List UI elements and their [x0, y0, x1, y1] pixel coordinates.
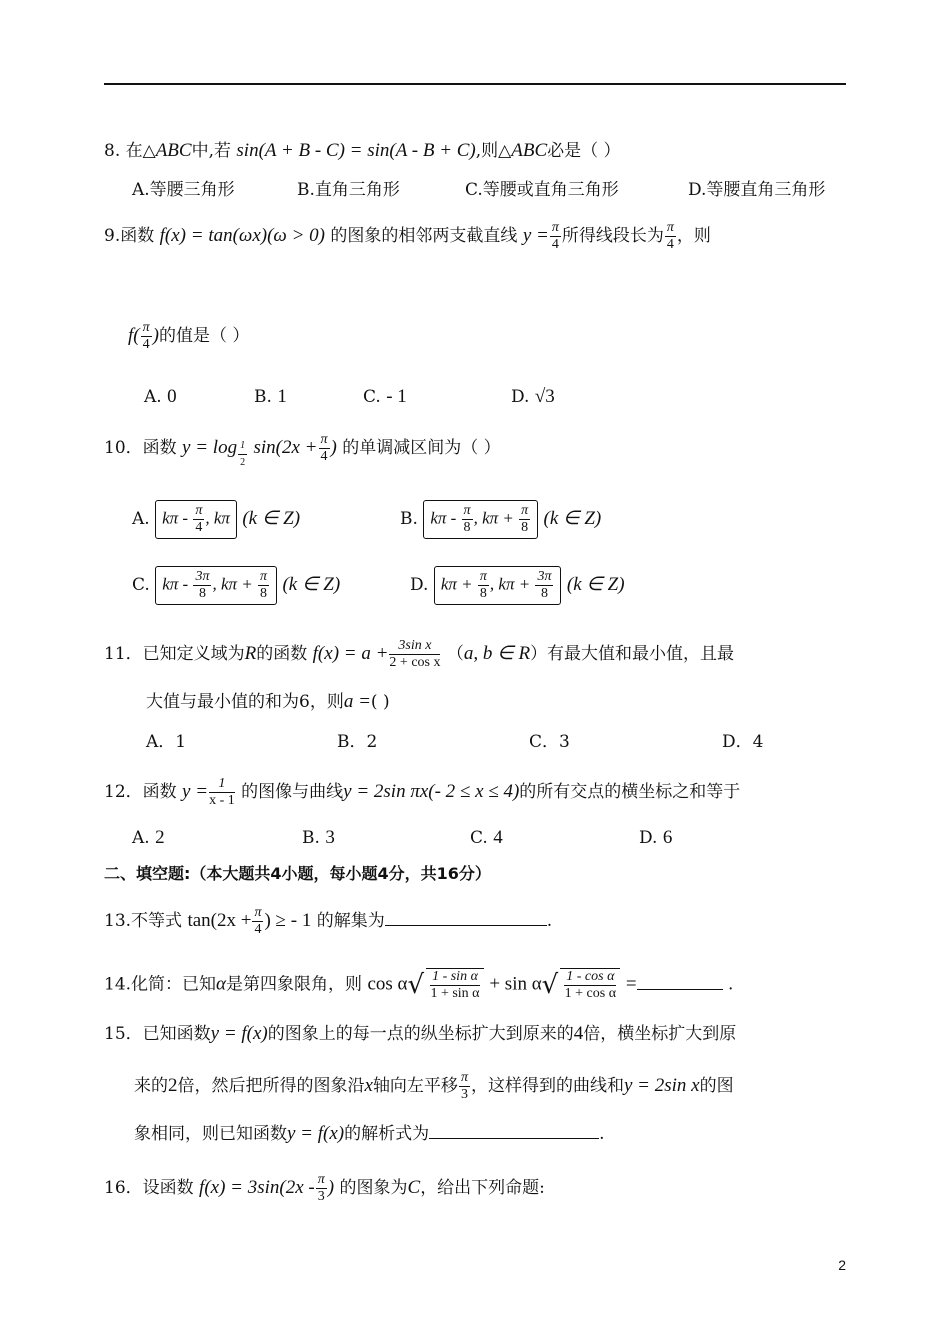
question-10-option-c: C. kπ - $\frac{3\pi}{8}$ , kπ + $\frac{\pi}{8}$ (k ∈ Z)	[132, 566, 340, 605]
question-10-stem: 10．函数 y = log $\frac{1}{2}$ sin(2x + $\frac{\pi}{4}$ ) 的单调减区间为（ ）	[104, 432, 501, 468]
question-8-option-b: B.直角三角形	[297, 180, 400, 200]
answer-blank-14[interactable]	[637, 989, 723, 990]
question-9-option-d: D. √3	[511, 386, 555, 407]
question-14-stem: 14.化简：已知α是第四象限角，则 cos α√ $\frac{\text{1 - sin α}}{\text{1 + sin α}}$ + sin α√ $\frac{\text{1 - cos α}}{\text{1 + cos α}}$ = .	[104, 969, 734, 1001]
section-2-heading: 二、填空题:（本大题共4小题，每小题4分，共16分）	[104, 864, 491, 883]
question-11-option-c: C．3	[529, 732, 570, 752]
question-11-stem-cont: 大值与最小值的和为6，则a =( )	[146, 691, 390, 712]
question-10-option-b: B. kπ - $\frac{\pi}{8}$ , kπ + $\frac{\pi}{8}$ (k ∈ Z)	[400, 500, 601, 539]
question-15-stem-line3: 象相同，则已知函数y = f(x)的解析式为 .	[134, 1123, 605, 1144]
question-9-stem: 9.函数 f(x) = tan(ωx)(ω > 0) 的图象的相邻两支截直线 y = $\frac{\pi}{4}$ 所得线段长为 $\frac{\pi}{4}$ ，则	[104, 220, 711, 252]
answer-blank-13[interactable]	[385, 925, 547, 926]
question-11-option-b: B．2	[337, 732, 378, 752]
question-15-stem: 15．已知函数y = f(x)的图象上的每一点的纵坐标扩大到原来的4倍，横坐标扩大到原	[104, 1023, 737, 1044]
question-11-stem: 11．已知定义域为R的函数 f(x) = a + $\frac{\text{3sin x}}{\text{2 + cos x}}$ （a, b ∈ R）有最大值和最小值，且最	[104, 638, 735, 670]
question-8-option-a: A.等腰三角形	[132, 180, 235, 200]
question-10-option-d: D. kπ + $\frac{\pi}{8}$ , kπ + $\frac{3\pi}{8}$ (k ∈ Z)	[410, 566, 625, 605]
question-10-option-a: A. kπ - $\frac{\pi}{4}$ , kπ (k ∈ Z)	[132, 500, 300, 539]
question-9-option-c: C. - 1	[363, 386, 407, 407]
header-rule	[104, 83, 846, 85]
question-12-stem: 12．函数 y = $\frac{1}{x - 1}$ 的图像与曲线y = 2sin πx(- 2 ≤ x ≤ 4)的所有交点的横坐标之和等于	[104, 776, 741, 808]
question-8-option-c: C.等腰或直角三角形	[465, 180, 619, 200]
question-9-option-a: A. 0	[144, 386, 177, 407]
question-9-stem-cont: f( $\frac{\pi}{4}$ )的值是（ ）	[128, 320, 250, 352]
question-11-option-d: D．4	[722, 732, 764, 752]
question-15-stem-line2: 来的2倍，然后把所得的图象沿x轴向左平移 $\frac{\pi}{3}$ ，这样得到的曲线和y = 2sin x的图	[134, 1070, 734, 1102]
question-9-option-b: B. 1	[254, 386, 287, 407]
question-12-option-a: A. 2	[132, 827, 165, 848]
question-16-stem: 16．设函数 f(x) = 3sin(2x - $\frac{\pi}{3}$ ) 的图象为C，给出下列命题:	[104, 1172, 545, 1204]
question-12-option-d: D. 6	[639, 827, 673, 848]
question-11-option-a: A．1	[146, 732, 187, 752]
question-8-option-d: D.等腰直角三角形	[688, 180, 826, 200]
question-12-option-b: B. 3	[302, 827, 335, 848]
question-8-stem: 8. 在△ABC中,若 sin(A + B - C) = sin(A - B + C),则△ABC必是（ ）	[104, 140, 621, 161]
page-number: 2	[838, 1257, 846, 1273]
answer-blank-15[interactable]	[429, 1138, 599, 1139]
question-13-stem: 13.不等式 tan(2x + $\frac{\pi}{4}$ ) ≥ - 1 的解集为 .	[104, 905, 553, 937]
question-12-option-c: C. 4	[470, 827, 503, 848]
